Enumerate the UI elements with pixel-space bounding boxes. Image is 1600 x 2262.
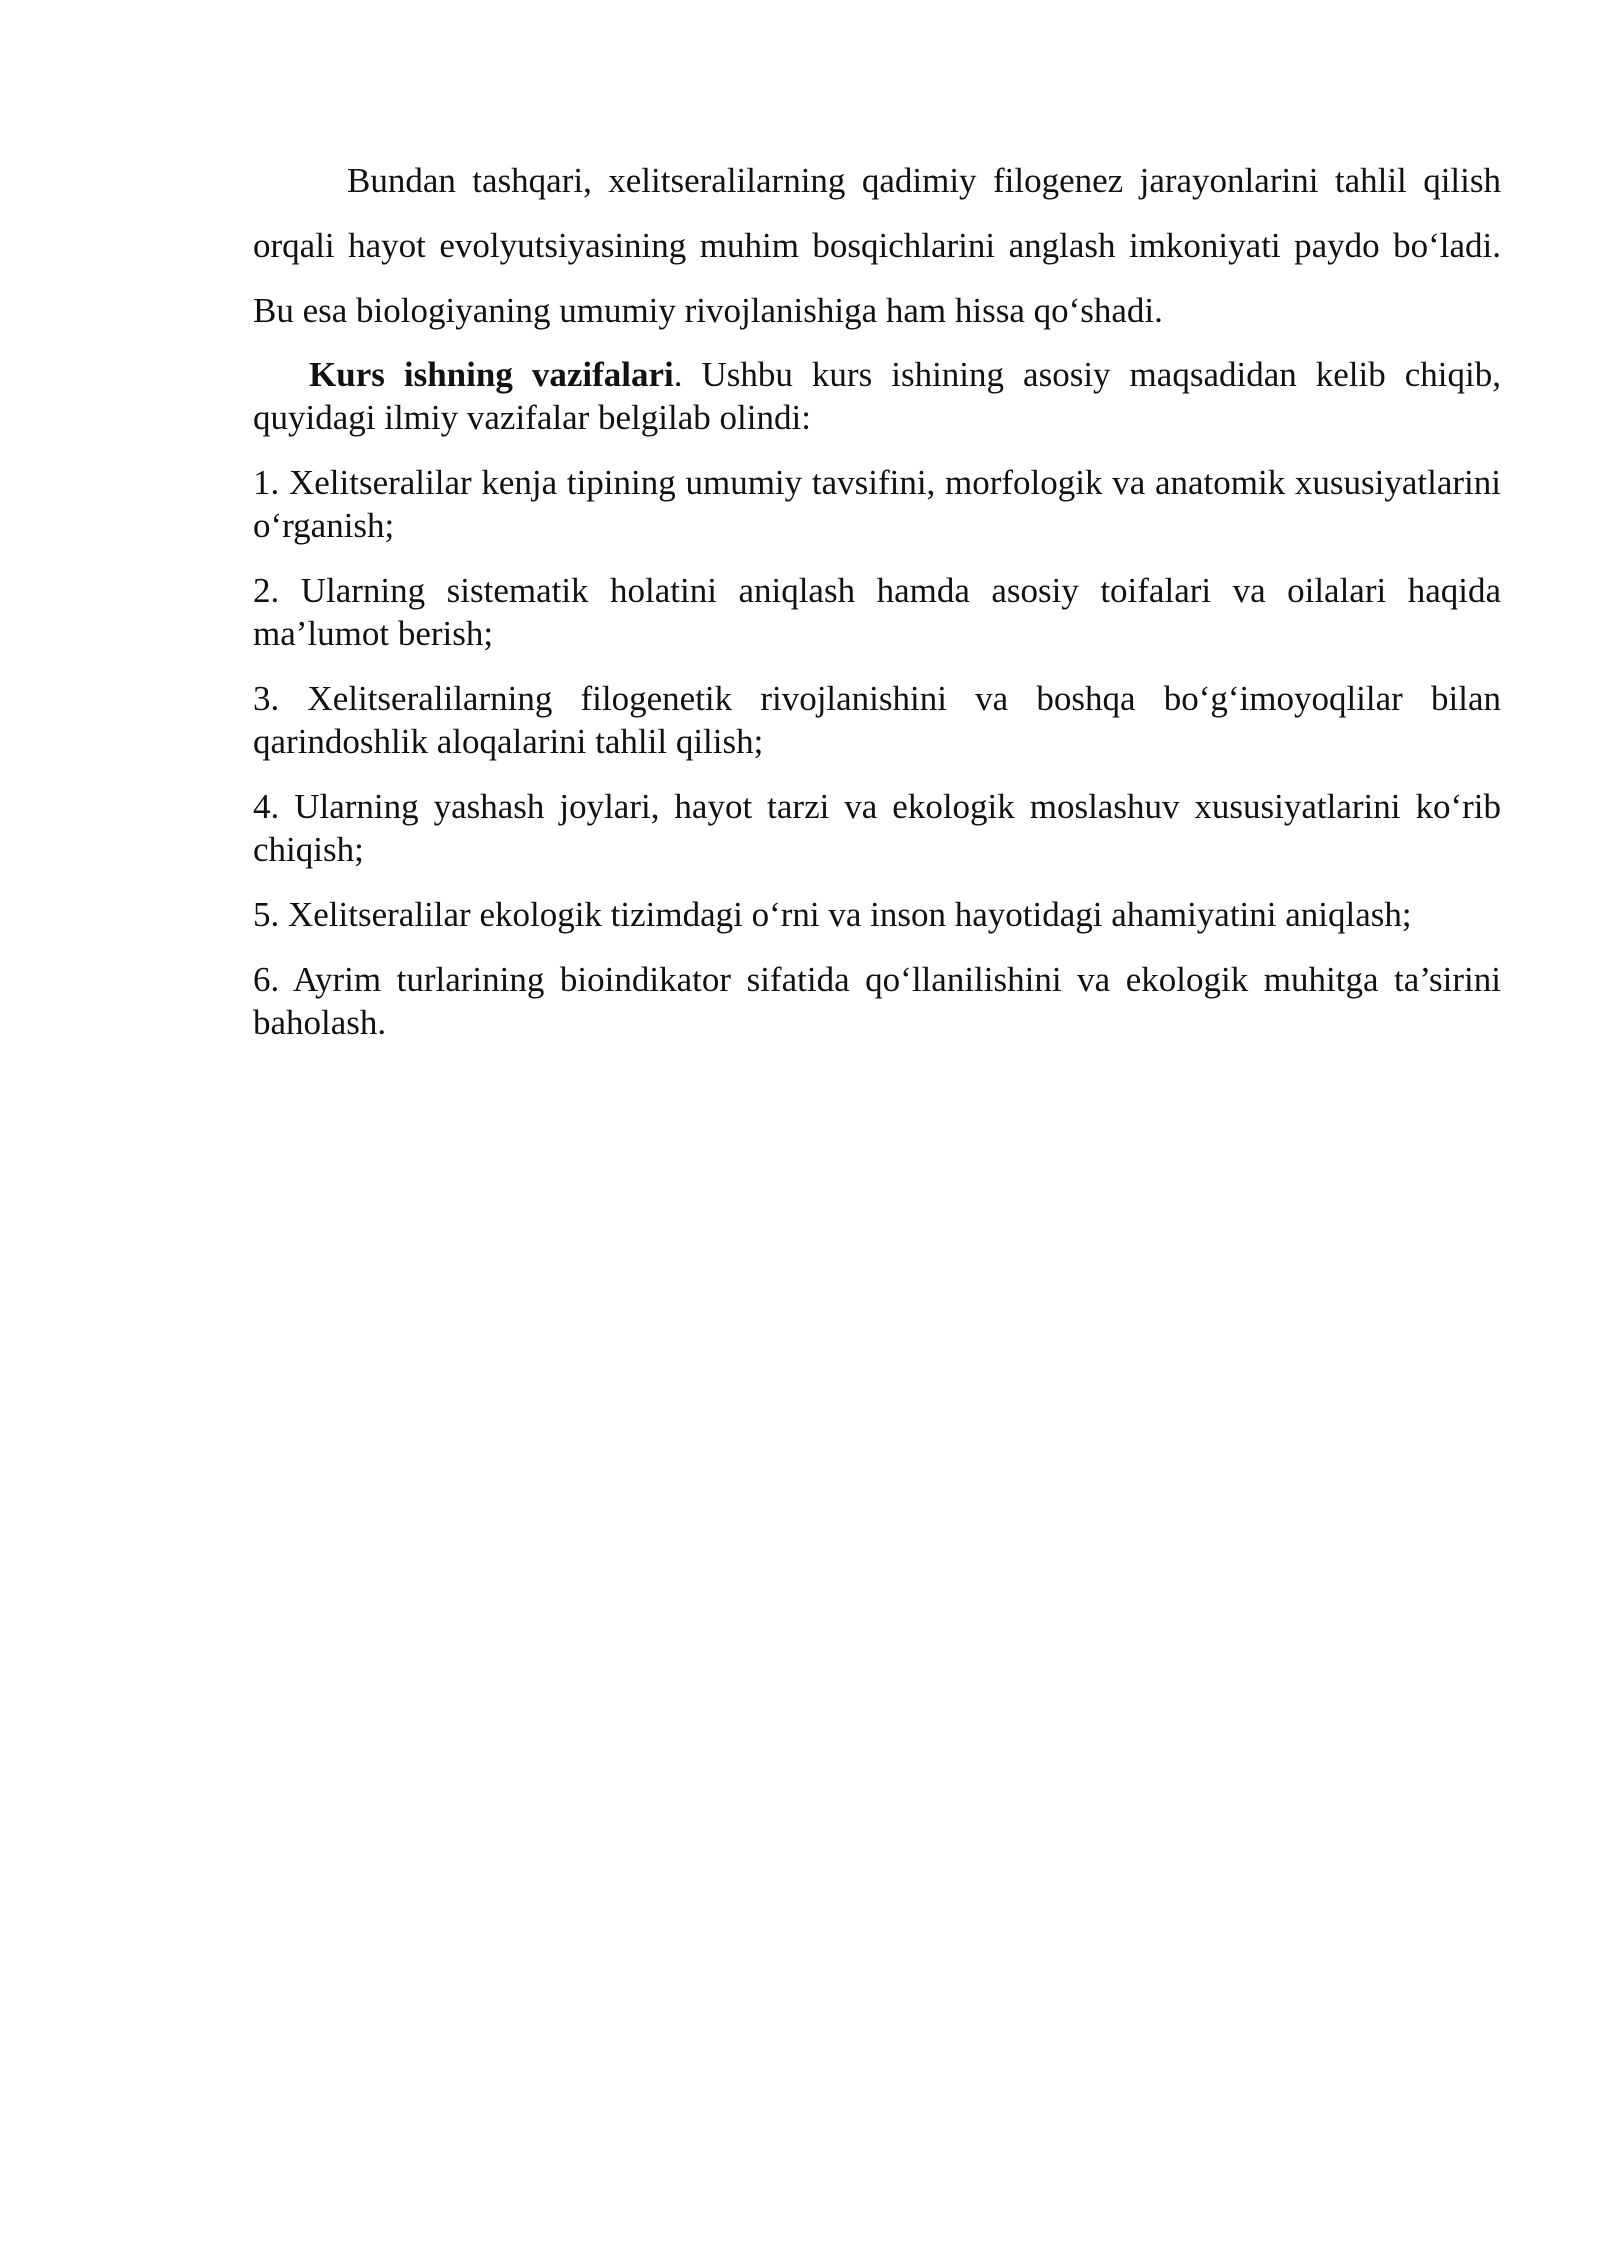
tasks-heading: Kurs ishning vazifalari: [309, 355, 674, 394]
document-page: [253, 148, 1501, 1044]
task-item-1: 1. Xelitseralilar kenja tipining umumiy tavsifini, morfologik va anatomik xususiyatlarini o‘rganish;: [253, 463, 1501, 545]
tasks-intro: . Ushbu kurs ishining asosiy maqsadidan kelib chiqib, quyidagi ilmiy vazifalar belgilab olindi:: [253, 355, 1501, 437]
task-item-6: 6. Ayrim turlarining bioindikator sifatida qo‘llanilishini va ekologik muhitga ta’sirini baholash.: [253, 960, 1501, 1042]
task-item-2: 2. Ularning sistematik holatini aniqlash hamda asosiy toifalari va oilalari haqida ma’lumot berish;: [253, 571, 1501, 653]
task-item-3: 3. Xelitseralilarning filogenetik rivojlanishini va boshqa bo‘g‘imoyoqlilar bilan qarindoshlik aloqalarini tahlil qilish;: [253, 679, 1501, 761]
task-item-4: 4. Ularning yashash joylari, hayot tarzi va ekologik moslashuv xususiyatlarini ko‘rib chiqish;: [253, 787, 1501, 869]
tasks-paragraph: [253, 353, 1501, 439]
intro-paragraph: Bundan tashqari, xelitseralilarning qadimiy filogenez jarayonlarini tahlil qilish orqali hayot evolyutsiyasining muhim bosqichlarini anglash imkoniyati paydo bo‘ladi. Bu esa biologiyaning umumiy rivojlanishiga ham hissa qo‘shadi.: [253, 161, 1501, 330]
task-item-5: 5. Xelitseralilar ekologik tizimdagi o‘rni va inson hayotidagi ahamiyatini aniqlash;: [253, 895, 1412, 934]
tasks-list: [253, 461, 1501, 1044]
